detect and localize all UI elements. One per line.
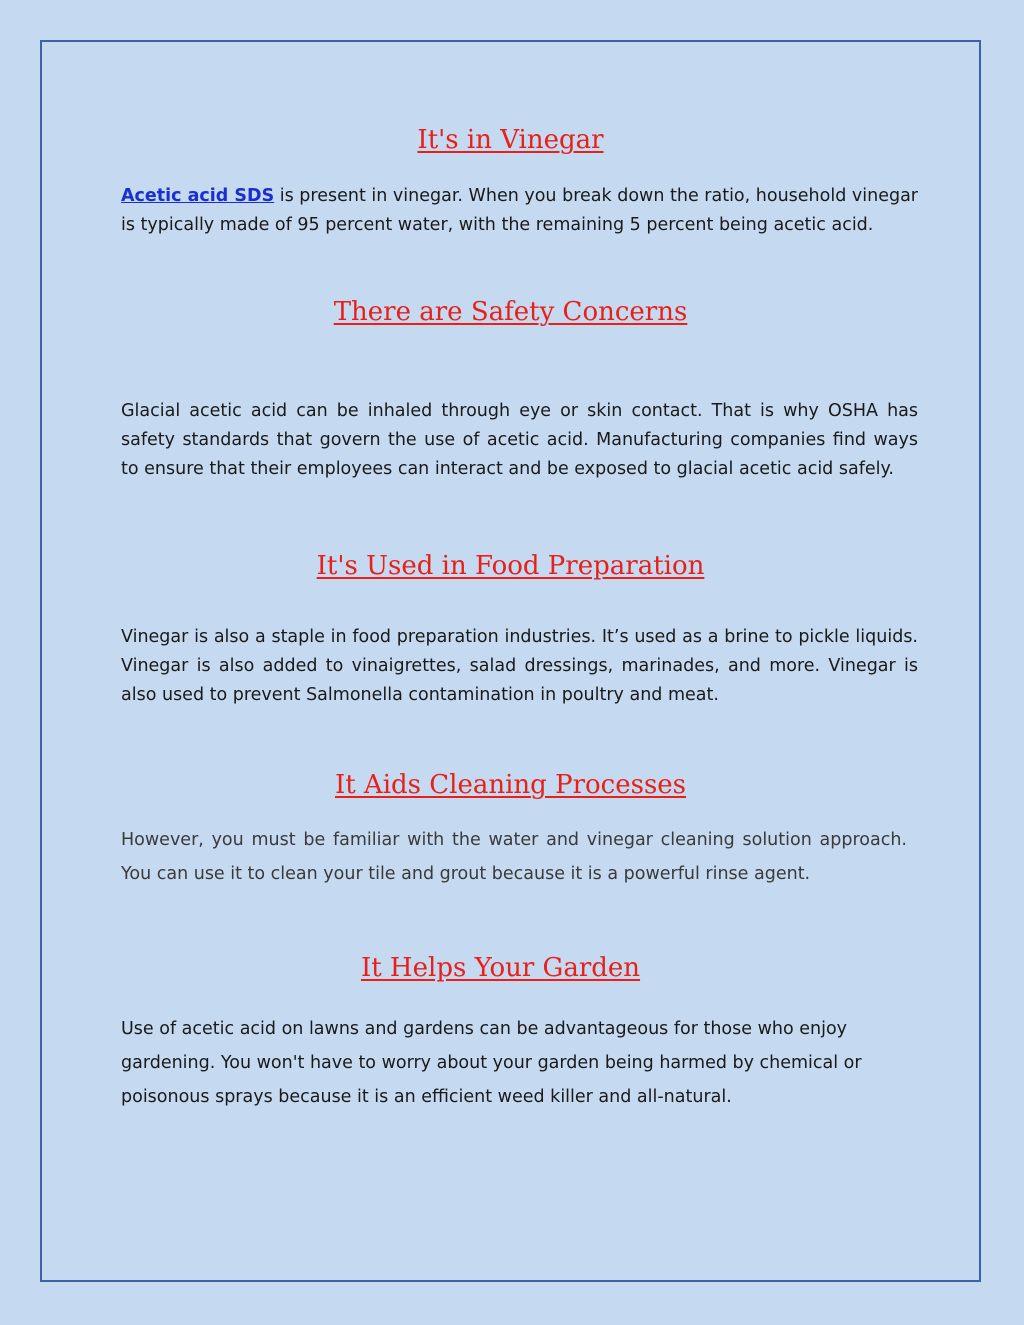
acetic-acid-sds-link[interactable]: Acetic acid SDS xyxy=(121,186,275,206)
paragraph-cleaning-processes: However, you must be familiar with the water and vinegar cleaning solution approach. You can use it to clean your tile and grout because it is a powerful rinse agent. xyxy=(121,830,907,884)
heading-safety-concerns: There are Safety Concerns xyxy=(333,297,688,327)
paragraph-vinegar xyxy=(121,182,918,240)
paragraph-safety-concerns: Glacial acetic acid can be inhaled through eye or skin contact. That is why OSHA has safety standards that govern the use of acetic acid. Manufacturing companies find ways to ensure that their employees can interact and be exposed to glacial acetic acid safely. xyxy=(121,401,918,479)
heading-food-preparation: It's Used in Food Preparation xyxy=(316,551,705,581)
heading-vinegar: It's in Vinegar xyxy=(417,125,604,155)
paragraph-garden: Use of acetic acid on lawns and gardens can be advantageous for those who enjoy gardening. You won't have to worry about your garden being harmed by chemical or poisonous sprays because it is an efficient weed killer and all-natural. xyxy=(121,1019,862,1107)
heading-cleaning-processes: It Aids Cleaning Processes xyxy=(334,770,687,800)
paragraph-food-preparation: Vinegar is also a staple in food preparation industries. It’s used as a brine to pickle liquids. Vinegar is also added to vinaigrettes, salad dressings, marinades, and more. Vinegar is also used to prevent Salmonella contamination in poultry and meat. xyxy=(121,627,918,705)
heading-garden: It Helps Your Garden xyxy=(360,953,641,983)
paragraph-vinegar-text: is present in vinegar. When you break down the ratio, household vinegar is typically made of 95 percent water, with the remaining 5 percent being acetic acid. xyxy=(121,186,918,235)
